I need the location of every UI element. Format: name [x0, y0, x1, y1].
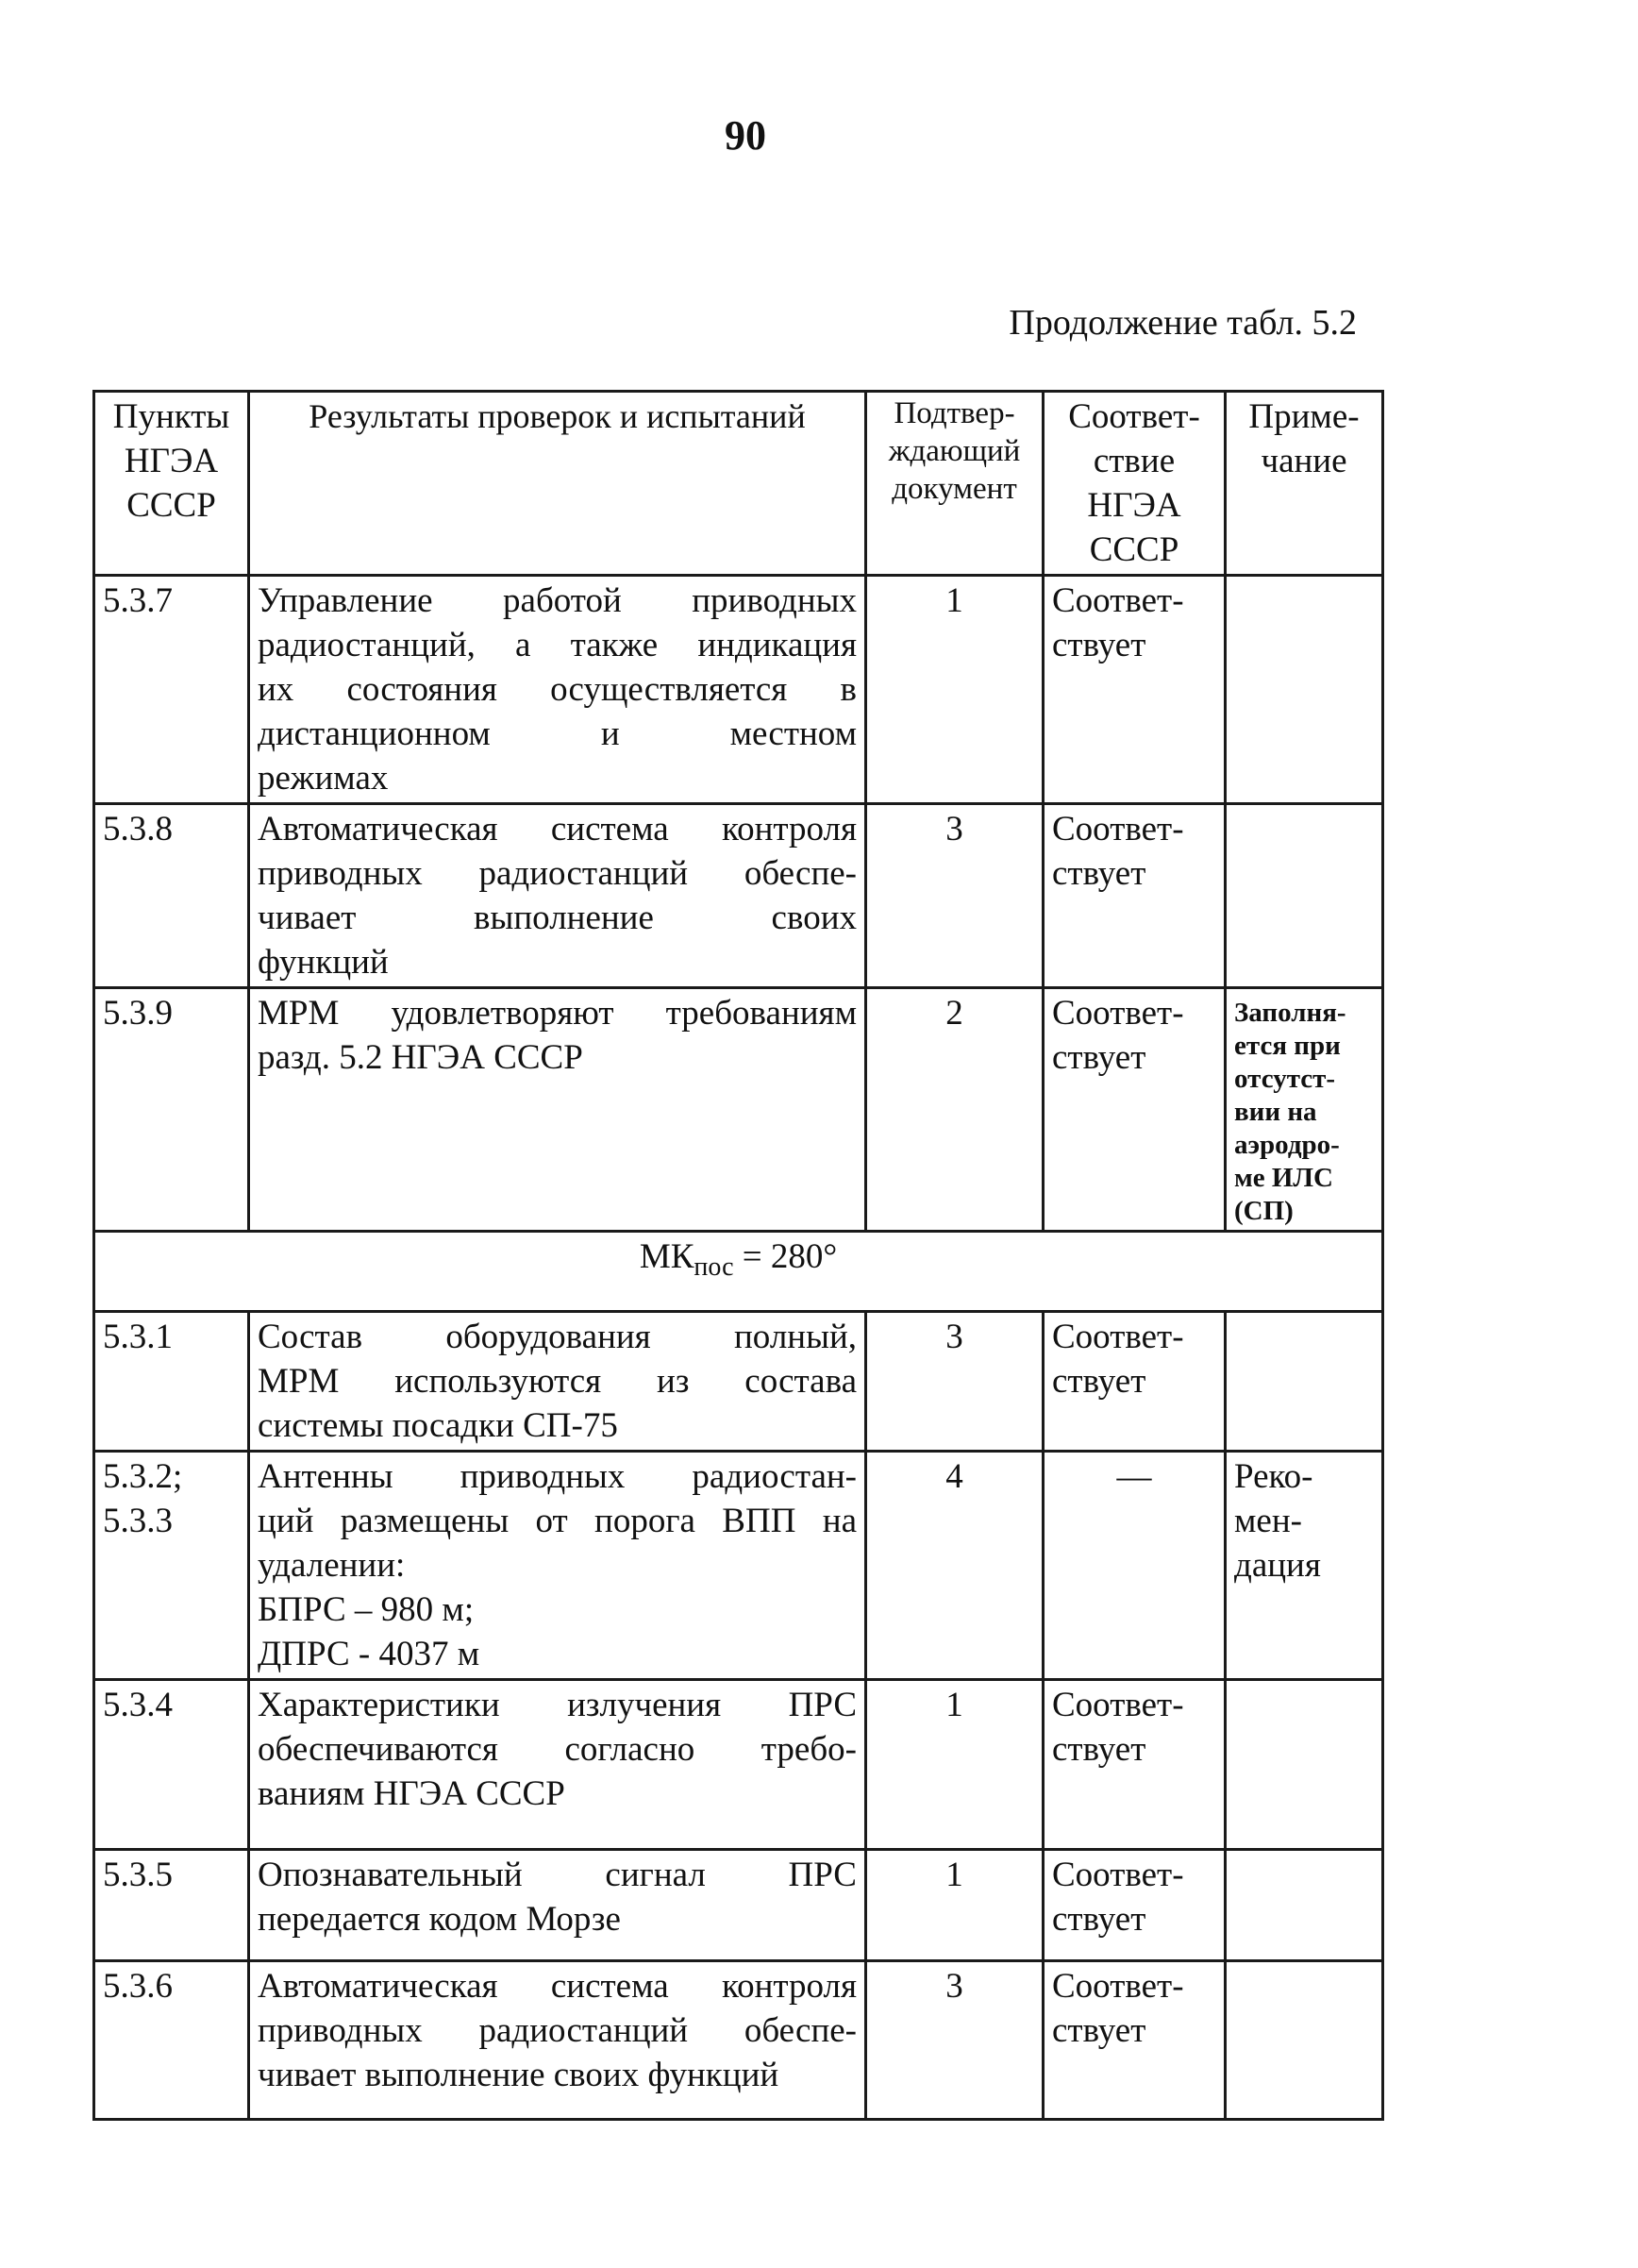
table-row — [94, 576, 1383, 804]
conformity — [1044, 576, 1226, 804]
document-number: 1 — [866, 1850, 1044, 1961]
conformity — [1044, 1850, 1226, 1961]
result-line: их состояния осуществляется в — [258, 670, 857, 709]
clause-number: 5.3.7 — [94, 576, 249, 804]
conformity-line: Соответ- — [1052, 994, 1184, 1033]
header-document-line: Подтвер- — [894, 396, 1015, 430]
result-line: Автоматическая система контроля — [258, 1967, 857, 2006]
clause-number — [94, 1312, 249, 1452]
table-row — [94, 1680, 1383, 1850]
conformity-line: Соответ- — [1052, 810, 1184, 848]
result-line: удалении: — [258, 1546, 406, 1585]
result-text — [249, 1312, 866, 1452]
header-conformity-line: ствие — [1093, 442, 1176, 480]
result-text — [249, 988, 866, 1232]
conformity-line: ствует — [1052, 1362, 1146, 1401]
section-row — [94, 1232, 1383, 1312]
result-line: функций — [258, 943, 389, 982]
result-line: МРМ удовлетворяют требованиям — [258, 994, 857, 1033]
conformity-line: ствует — [1052, 854, 1146, 893]
note-cell — [1226, 1680, 1383, 1850]
clause-number-line: 5.3.3 — [103, 1502, 173, 1540]
note-line: аэродро- — [1234, 1130, 1340, 1160]
clause-number: 5.3.9 — [94, 988, 249, 1232]
conformity-line: Соответ- — [1052, 581, 1184, 620]
note-line: ме ИЛС — [1234, 1163, 1333, 1193]
result-line: Характеристики излучения ПРС — [258, 1686, 857, 1724]
note-line: вии на — [1234, 1097, 1317, 1127]
section-heading-subscript: пос — [694, 1252, 734, 1282]
document-number: 3 — [866, 804, 1044, 988]
note-cell — [1226, 988, 1383, 1232]
result-text — [249, 576, 866, 804]
result-line: чивает выполнение своих функций — [258, 2056, 779, 2094]
note-cell — [1226, 1961, 1383, 2120]
header-clauses — [94, 392, 249, 576]
result-text — [249, 1850, 866, 1961]
conformity — [1044, 1312, 1226, 1452]
header-document-line: документ — [892, 472, 1017, 506]
conformity-line: ствует — [1052, 626, 1146, 664]
conformity — [1044, 1680, 1226, 1850]
conformity-line: ствует — [1052, 1038, 1146, 1077]
section-heading-main: МК — [639, 1237, 694, 1276]
result-line: БПРС – 980 м; — [258, 1590, 475, 1629]
header-conformity — [1044, 392, 1226, 576]
clause-number — [94, 1850, 249, 1961]
table-caption: Продолжение табл. 5.2 — [1009, 303, 1357, 343]
header-clauses-line: Пункты — [112, 397, 230, 436]
result-line: приводных радиостанций обеспе- — [258, 2011, 857, 2050]
header-clauses-line: НГЭА — [124, 442, 219, 480]
note-cell — [1226, 1452, 1383, 1680]
result-line: радиостанций, а также индикация — [258, 626, 857, 664]
clause-number-line: 5.3.5 — [103, 1856, 173, 1894]
document-number: 3 — [866, 1961, 1044, 2120]
result-line: приводных радиостанций обеспе- — [258, 854, 857, 893]
table-row — [94, 988, 1383, 1232]
clause-number — [94, 1452, 249, 1680]
conformity-line: Соответ- — [1052, 1686, 1184, 1724]
result-text — [249, 804, 866, 988]
note-cell — [1226, 1312, 1383, 1452]
note-cell — [1226, 576, 1383, 804]
clause-number: 5.3.8 — [94, 804, 249, 988]
result-line: Опознавательный сигнал ПРС — [258, 1856, 857, 1894]
clause-number-line: 5.3.6 — [103, 1967, 173, 2006]
table-row — [94, 1850, 1383, 1961]
clause-number — [94, 1680, 249, 1850]
document-number: 4 — [866, 1452, 1044, 1680]
result-line: ДПРС - 4037 м — [258, 1635, 480, 1673]
note-line: ется при — [1234, 1031, 1341, 1061]
header-note-line: Приме- — [1248, 397, 1360, 436]
result-line: Состав оборудования полный, — [258, 1318, 857, 1356]
result-line: разд. 5.2 НГЭА СССР — [258, 1038, 583, 1077]
header-conformity-line: Соответ- — [1068, 397, 1200, 436]
result-text — [249, 1680, 866, 1850]
result-line: обеспечиваются согласно требо- — [258, 1730, 857, 1769]
result-line: чивает выполнение своих — [258, 899, 857, 937]
note-line: мен- — [1234, 1502, 1302, 1540]
conformity-line: Соответ- — [1052, 1318, 1184, 1356]
note-cell — [1226, 1850, 1383, 1961]
note-line: Заполня- — [1234, 998, 1346, 1028]
result-line: режимах — [258, 759, 389, 798]
conformity-line: ствует — [1052, 1730, 1146, 1769]
document-number: 1 — [866, 576, 1044, 804]
note-cell — [1226, 804, 1383, 988]
header-clauses-line: СССР — [126, 486, 216, 525]
document-number: 2 — [866, 988, 1044, 1232]
table-row — [94, 1452, 1383, 1680]
conformity — [1044, 988, 1226, 1232]
conformity-dash: — — [1116, 1457, 1152, 1496]
conformity — [1044, 1961, 1226, 2120]
conformity-line: Соответ- — [1052, 1856, 1184, 1894]
result-text — [249, 1452, 866, 1680]
conformity-line: ствует — [1052, 1900, 1146, 1939]
conformity — [1044, 1452, 1226, 1680]
table-row — [94, 804, 1383, 988]
compliance-table — [92, 390, 1384, 2121]
result-line: ций размещены от порога ВПП на — [258, 1502, 857, 1540]
result-line: системы посадки СП-75 — [258, 1406, 618, 1445]
clause-number-line: 5.3.2; — [103, 1457, 183, 1496]
result-line: Управление работой приводных — [258, 581, 857, 620]
table-header-row — [94, 392, 1383, 576]
result-text — [249, 1961, 866, 2120]
header-conformity-line: НГЭА — [1087, 486, 1181, 525]
result-line: Автоматическая система контроля — [258, 810, 857, 848]
clause-number-line: 5.3.1 — [103, 1318, 173, 1356]
clause-number — [94, 1961, 249, 2120]
table-row — [94, 1312, 1383, 1452]
table-row — [94, 1961, 1383, 2120]
header-document — [866, 392, 1044, 576]
result-line: дистанционном и местном — [258, 714, 857, 753]
header-note — [1226, 392, 1383, 576]
conformity-line: ствует — [1052, 2011, 1146, 2050]
header-results: Результаты проверок и испытаний — [249, 392, 866, 576]
result-line: Антенны приводных радиостан- — [258, 1457, 857, 1496]
conformity — [1044, 804, 1226, 988]
clause-number-line: 5.3.4 — [103, 1686, 173, 1724]
conformity-line: Соответ- — [1052, 1967, 1184, 2006]
section-heading-value: = 280° — [733, 1237, 838, 1276]
header-conformity-line: СССР — [1089, 530, 1179, 569]
result-line: МРМ используются из состава — [258, 1362, 857, 1401]
note-line: Реко- — [1234, 1457, 1313, 1496]
note-line: дация — [1234, 1546, 1321, 1585]
note-line: отсутст- — [1234, 1064, 1336, 1094]
section-heading — [94, 1232, 1383, 1312]
note-line: (СП) — [1234, 1196, 1294, 1226]
document-number: 3 — [866, 1312, 1044, 1452]
result-line: передается кодом Морзе — [258, 1900, 621, 1939]
document-number: 1 — [866, 1680, 1044, 1850]
page-number: 90 — [725, 112, 766, 159]
result-line: ваниям НГЭА СССР — [258, 1774, 565, 1813]
header-document-line: ждающий — [888, 434, 1021, 468]
header-note-line: чание — [1261, 442, 1347, 480]
